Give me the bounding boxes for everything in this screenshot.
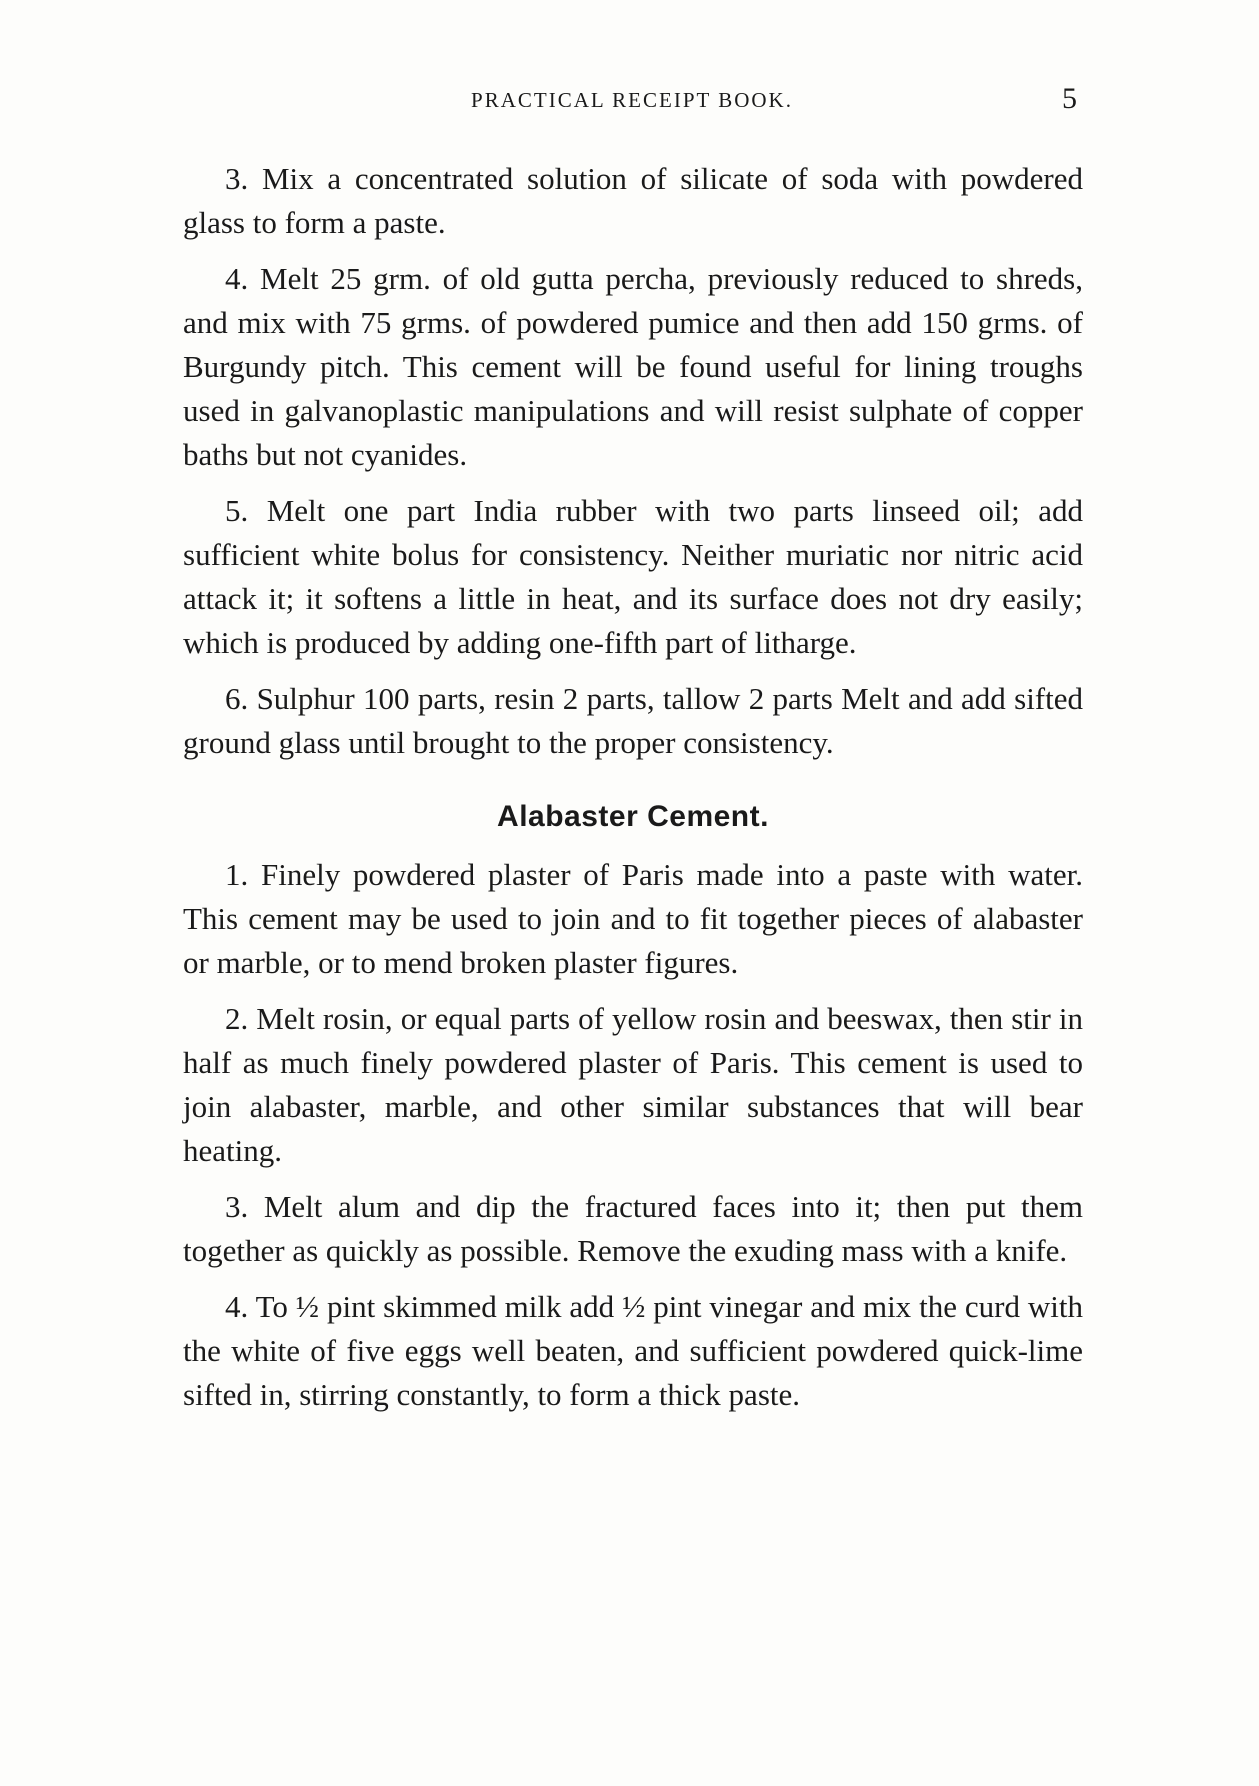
recipe-paragraph: 2. Melt rosin, or equal parts of yellow rosin and beeswax, then stir in half as much finely powdered plaster of Paris. This cement is used to join alabaster, marble, and other similar substances that will bear heating.: [183, 1001, 1083, 1168]
section-heading: Alabaster Cement.: [497, 800, 769, 833]
recipe-paragraph: 1. Finely powdered plaster of Paris made into a paste with water. This cement may be used to join and to fit together pieces of alabaster or marble, or to mend broken plaster figures.: [183, 857, 1083, 980]
running-head: [182, 82, 1082, 128]
recipe-paragraph: 6. Sulphur 100 parts, resin 2 parts, tallow 2 parts Melt and add sifted ground glass until brought to the proper consistency.: [183, 681, 1083, 760]
recipe-paragraph: 3. Melt alum and dip the fractured faces into it; then put them together as quickly as possible. Remove the exuding mass with a knife.: [183, 1189, 1083, 1268]
recipe-paragraph: 3. Mix a concentrated solution of silicate of soda with powdered glass to form a paste.: [183, 161, 1083, 240]
running-title: PRACTICAL RECEIPT BOOK.: [471, 88, 793, 112]
recipe-paragraph: 4. Melt 25 grm. of old gutta percha, previously reduced to shreds, and mix with 75 grms. of powdered pumice and then add 150 grms. of Burgundy pitch. This cement will be found useful for lining troughs used in galvanoplastic manipulations and will resist sulphate of copper baths but not cyanides.: [183, 261, 1083, 472]
recipe-paragraph: 4. To ½ pint skimmed milk add ½ pint vinegar and mix the curd with the white of five eggs well beaten, and sufficient powdered quick-lime sifted in, stirring constantly, to form a thick paste.: [183, 1289, 1083, 1412]
page-number: 5: [1062, 82, 1077, 115]
recipe-paragraph: 5. Melt one part India rubber with two parts linseed oil; add sufficient white bolus for consistency. Neither muriatic nor nitric acid attack it; it softens a little in heat, and its surface does not dry easily; which is produced by adding one-fifth part of litharge.: [183, 493, 1083, 660]
text-block: [183, 157, 1083, 1429]
